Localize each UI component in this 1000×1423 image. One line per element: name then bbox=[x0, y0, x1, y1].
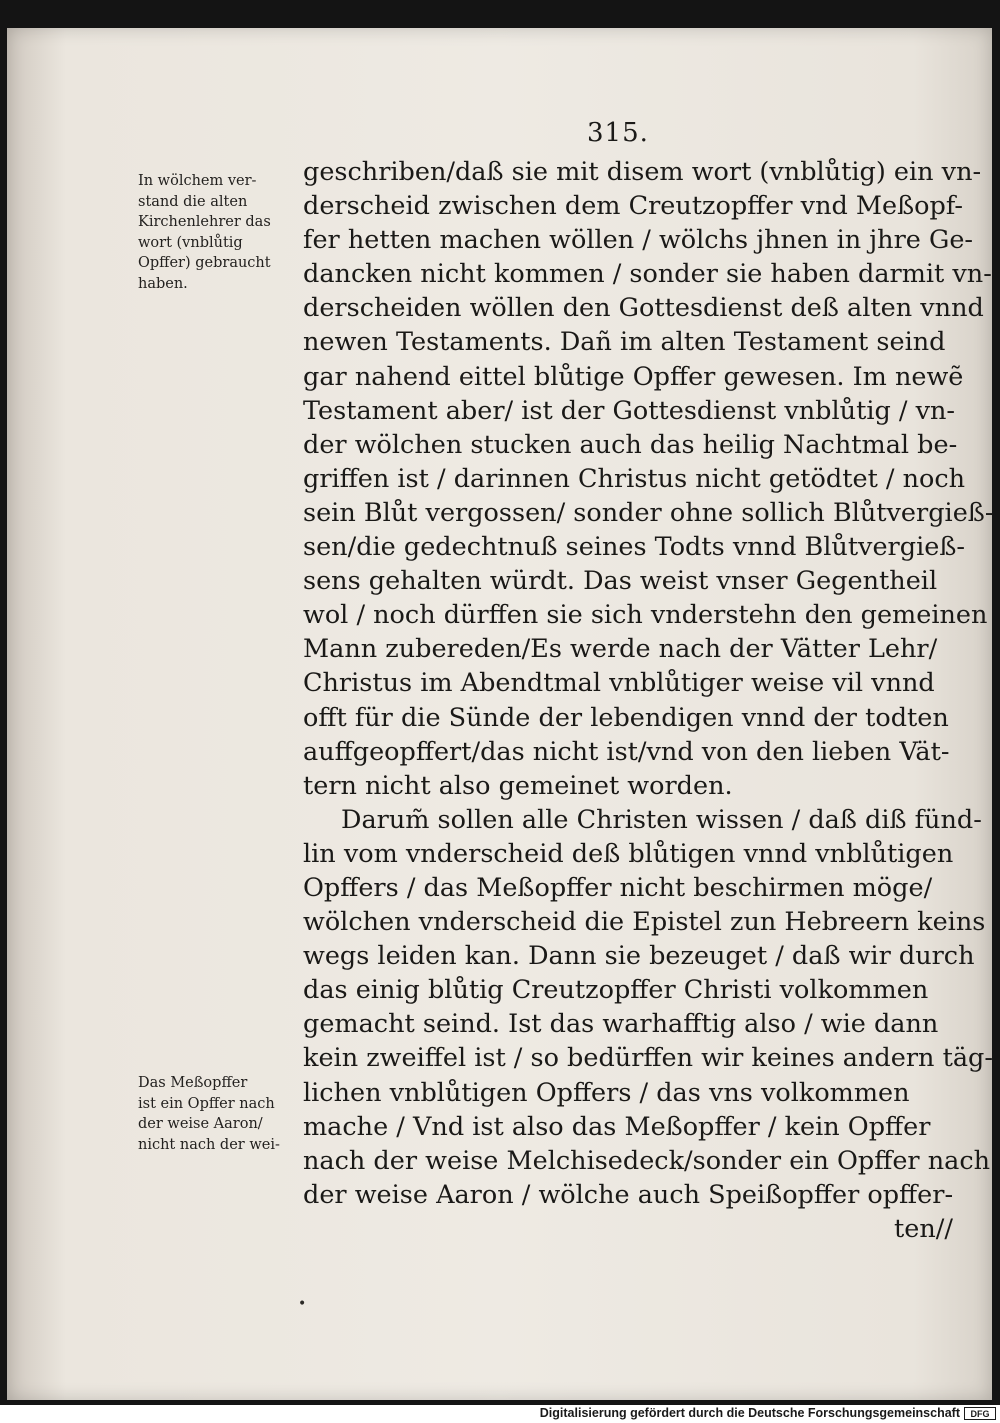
text-line: wegs leiden kan. Dann sie bezeuget / daß wir durch bbox=[303, 941, 975, 972]
text-line: Christus im Abendtmal vnblůtiger weise vil vnnd bbox=[303, 668, 935, 699]
text-line: geschriben/daß sie mit disem wort (vnblůtig) ein vn- bbox=[303, 157, 982, 187]
marginal-note-2 bbox=[138, 1073, 296, 1155]
catchword: ten// bbox=[894, 1213, 953, 1244]
funding-credit: Digitalisierung gefördert durch die Deutsche Forschungsgemeinschaft bbox=[539, 1406, 960, 1420]
text-line: wölchen vnderscheid die Epistel zun Hebreern keins bbox=[303, 907, 986, 938]
text-line: Mann zubereden/Es werde nach der Vätter Lehr/ bbox=[303, 634, 938, 665]
marginal-note-line: der weise Aaron/ bbox=[138, 1116, 263, 1132]
text-line: derscheiden wöllen den Gottesdienst deß alten vnnd bbox=[303, 293, 984, 324]
main-text-block bbox=[303, 155, 994, 1246]
text-line: dancken nicht kommen / sonder sie haben darmit vn- bbox=[303, 259, 992, 290]
ink-dot: • bbox=[298, 1296, 307, 1312]
marginal-note-line: stand die alten bbox=[138, 193, 248, 210]
marginal-note-line: In wölchem ver- bbox=[138, 173, 257, 189]
dfg-logo-icon: DFG bbox=[964, 1407, 996, 1420]
text-line: auffgeopffert/das nicht ist/vnd von den lieben Vät- bbox=[303, 736, 950, 767]
page-number: 315. bbox=[587, 118, 649, 148]
text-line: mache / Vnd ist also das Meßopffer / kein Opffer bbox=[303, 1111, 931, 1142]
footer-bar bbox=[0, 1405, 1000, 1423]
text-line: fer hetten machen wöllen / wölchs jhnen in jhre Ge- bbox=[303, 225, 974, 256]
text-line: Opffers / das Meßopffer nicht beschirmen möge/ bbox=[303, 872, 933, 903]
text-line: sen/die gedechtnuß seines Todts vnnd Blůtvergieß- bbox=[303, 532, 965, 563]
text-line: offt für die Sünde der lebendigen vnnd der todten bbox=[303, 702, 949, 733]
text-line: das einig blůtig Creutzopffer Christi volkommen bbox=[303, 975, 929, 1006]
marginal-note-line: ist ein Opffer nach bbox=[138, 1095, 275, 1112]
marginal-note-line: Kirchenlehrer das bbox=[138, 214, 271, 230]
text-line: sein Blůt vergossen/ sonder ohne sollich Blůtvergieß- bbox=[303, 497, 994, 528]
text-line: Testament aber/ ist der Gottesdienst vnblůtig / vn- bbox=[303, 395, 956, 426]
marginal-note-line: haben. bbox=[138, 275, 188, 292]
text-line: lin vom vnderscheid deß blůtigen vnnd vnblůtigen bbox=[303, 838, 954, 869]
text-line: newen Testaments. Dañ im alten Testament seind bbox=[303, 327, 946, 358]
marginal-note-1 bbox=[138, 171, 296, 294]
text-line: der wölchen stucken auch das heilig Nachtmal be- bbox=[303, 429, 958, 460]
marginal-note-line: nicht nach der wei- bbox=[138, 1136, 280, 1153]
marginal-note-line: Opffer) gebraucht bbox=[138, 255, 271, 271]
text-line: Darum̃ sollen alle Christen wissen / daß diß fünd- bbox=[341, 804, 982, 835]
text-line: der weise Aaron / wölche auch Speißopffer opffer- bbox=[303, 1179, 954, 1210]
text-line: griffen ist / darinnen Christus nicht getödtet / noch bbox=[303, 463, 966, 494]
text-line: gemacht seind. Ist das warhafftig also / wie dann bbox=[303, 1009, 939, 1040]
text-line: kein zweiffel ist / so bedürffen wir keines andern täg- bbox=[303, 1043, 993, 1074]
marginal-note-line: Das Meßopffer bbox=[138, 1075, 248, 1091]
text-line: tern nicht also gemeinet worden. bbox=[303, 770, 733, 801]
marginal-note-line: wort (vnblůtig bbox=[138, 234, 243, 251]
text-line: wol / noch dürffen sie sich vnderstehn den gemeinen bbox=[303, 600, 988, 631]
text-line: lichen vnblůtigen Opffers / das vns volkommen bbox=[303, 1077, 910, 1108]
text-line: gar nahend eittel blůtige Opffer gewesen. Im newẽ bbox=[303, 361, 964, 392]
text-line: nach der weise Melchisedeck/sonder ein Opffer nach bbox=[303, 1145, 991, 1176]
text-line: sens gehalten würdt. Das weist vnser Gegentheil bbox=[303, 566, 938, 597]
text-line: derscheid zwischen dem Creutzopffer vnd Meßopf- bbox=[303, 191, 963, 222]
